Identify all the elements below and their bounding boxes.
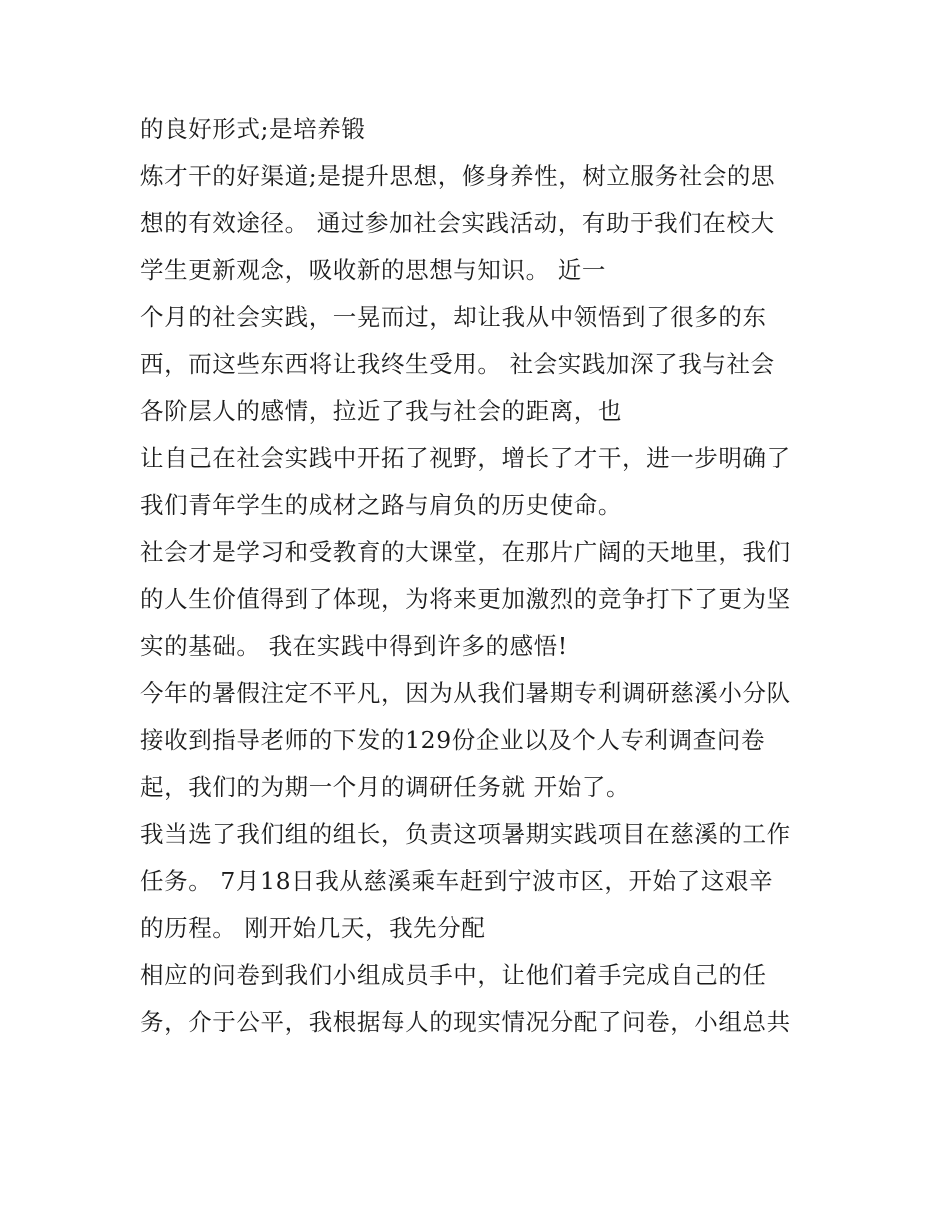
text-line: 社会才是学习和受教育的大课堂，在那片广阔的天地里，我们 xyxy=(140,538,791,566)
text-line: 学生更新观念，吸收新的思想与知识。 近一 xyxy=(140,256,606,284)
text-line: 个月的社会实践，一晃而过，却让我从中领悟到了很多的东 xyxy=(140,303,767,331)
text-line: 的良好形式;是培养锻 xyxy=(140,115,366,143)
text-line: 实的基础。 我在实践中得到许多的感悟! xyxy=(140,632,568,660)
text-line: 任务。 7月18日我从慈溪乘车赶到宁波市区，开始了这艰辛 xyxy=(140,867,774,895)
text-line: 各阶层人的感情，拉近了我与社会的距离，也 xyxy=(140,397,622,425)
document-body xyxy=(140,106,840,1046)
text-line: 今年的暑假注定不平凡，因为从我们暑期专利调研慈溪小分队 xyxy=(140,679,791,707)
text-line: 务，介于公平，我根据每人的现实情况分配了问卷，小组总共 xyxy=(140,1008,791,1036)
text-line: 想的有效途径。 通过参加社会实践活动，有助于我们在校大 xyxy=(140,209,775,237)
text-line: 相应的问卷到我们小组成员手中，让他们着手完成自己的任 xyxy=(140,961,767,989)
text-line: 接收到指导老师的下发的129份企业以及个人专利调查问卷 xyxy=(140,726,766,754)
text-line: 的人生价值得到了体现，为将来更加激烈的竞争打下了更为坚 xyxy=(140,585,791,613)
text-line: 我当选了我们组的组长，负责这项暑期实践项目在慈溪的工作 xyxy=(140,820,791,848)
text-line: 西，而这些东西将让我终生受用。 社会实践加深了我与社会 xyxy=(140,350,775,378)
text-line: 炼才干的好渠道;是提升思想，修身养性，树立服务社会的思 xyxy=(140,162,776,190)
text-line: 让自己在社会实践中开拓了视野，增长了才干，进一步明确了 xyxy=(140,444,791,472)
text-line: 起，我们的为期一个月的调研任务就 开始了。 xyxy=(140,773,631,801)
text-line: 我们青年学生的成材之路与肩负的历史使命。 xyxy=(140,491,622,519)
text-line: 的历程。 刚开始几天，我先分配 xyxy=(140,914,486,942)
